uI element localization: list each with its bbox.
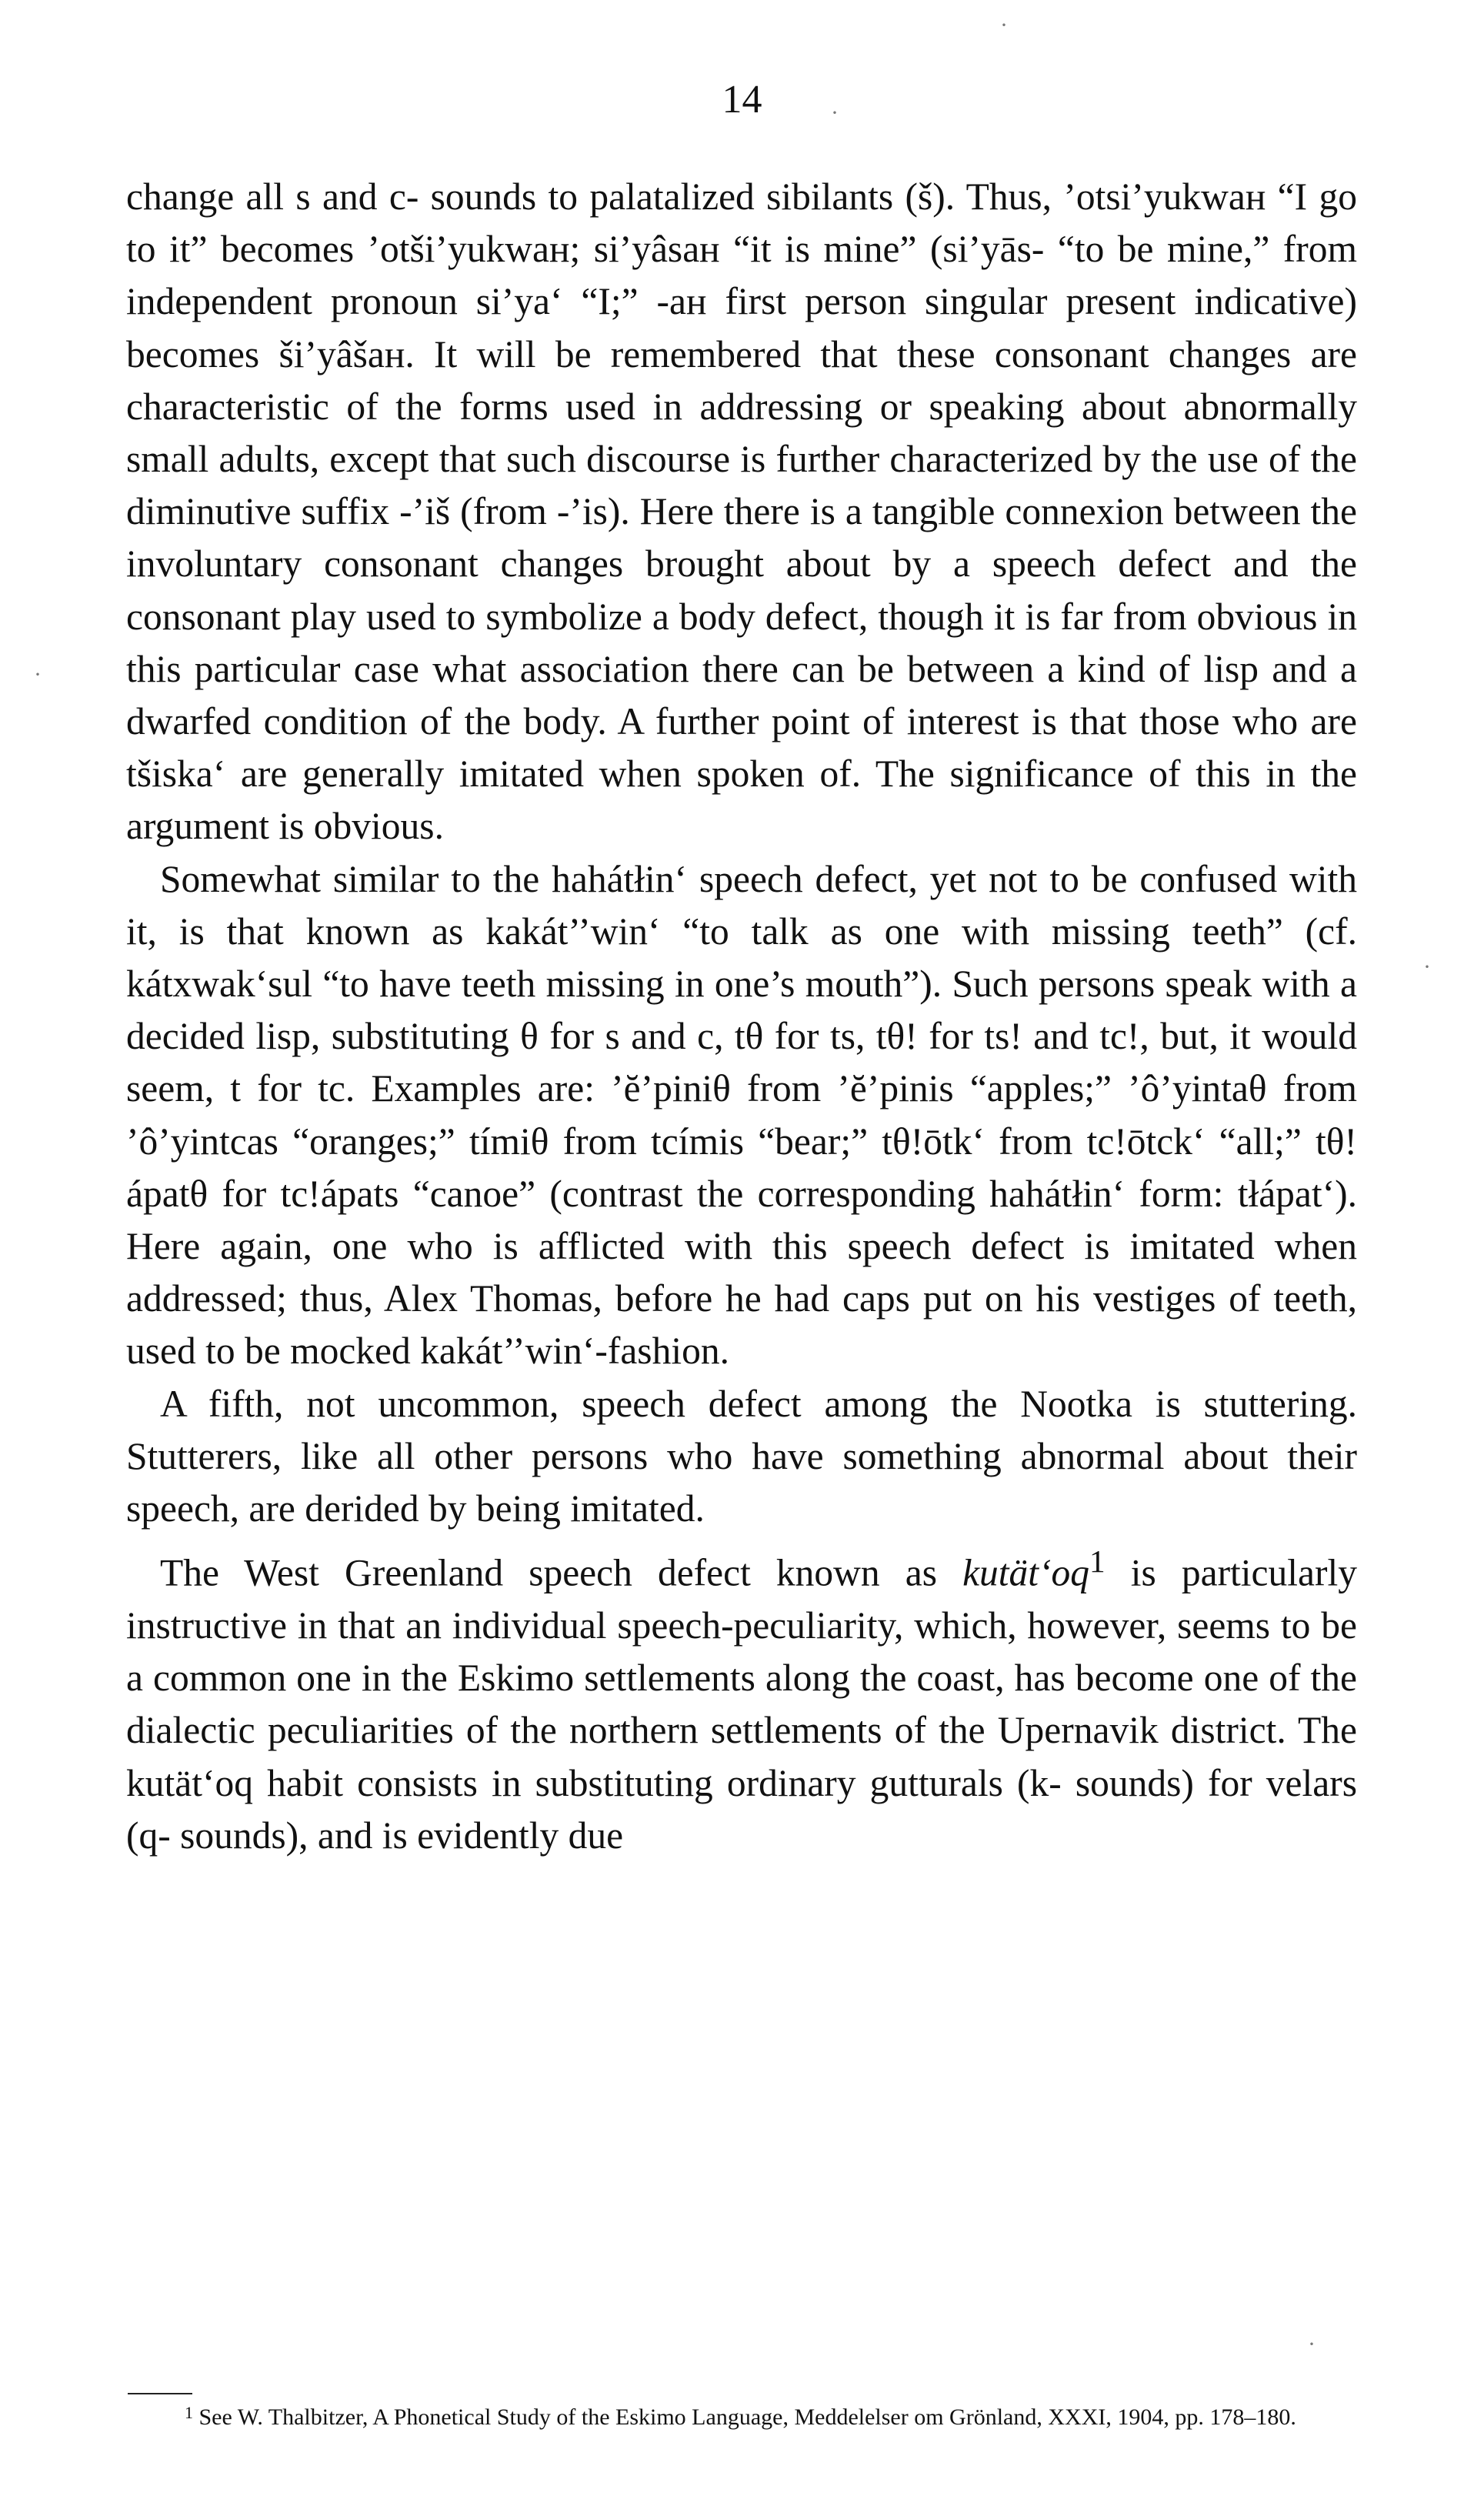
body-text: [126, 171, 1357, 1862]
paragraph-4-start: The West Greenland speech defect known as: [160, 1551, 963, 1594]
footnote-line: [126, 2399, 1357, 2431]
scan-speck: ·: [34, 662, 42, 687]
paragraph-4: [126, 1535, 1357, 1862]
paragraph-2: Somewhat similar to the hahátłin‘ speech defect, yet not to be confused with it, is that known as kakát’’win‘ “to talk as one with missing teeth” (cf. kátxwak‘sul “to have teeth missing in one’s mouth”). Such persons speak with a decided lisp, substituting θ for s and c, tθ for ts, tθ! for ts! and tc!, but, it would seem, t for tc. Examples are: ’ĕ’piniθ from ’ĕ’pinis “apples;” ’ô’yintaθ from ’ô’yintcas “oranges;” tímiθ from tcímis “bear;” tθ!ōtk‘ from tc!ōtck‘ “all;” tθ!ápatθ for tc!ápats “canoe” (contrast the corresponding hahátłin‘ form: tłápat‘). Here again, one who is afflicted with this speech defect is imitated when addressed; thus, Alex Thomas, before he had caps put on his vestiges of teeth, used to be mocked kakát’’win‘-fashion.: [126, 857, 1357, 1373]
term-kutatoq: kutät‘oq: [962, 1551, 1090, 1594]
scan-speck: ·: [831, 100, 839, 125]
footnote: [126, 2399, 1357, 2431]
scan-speck: ·: [1423, 954, 1431, 979]
paragraph-1: change all s and c- sounds to palatalized sibilants (š). Thus, ’otsi’yukwaн “I go to it” becomes ’otši’yukwaн; si’yâsaн “it is mine” (si’yās- “to be mine,” from independent pronoun si’ya‘ “I;” -aн first person singular present indicative) becomes ši’yâšaн. It will be remembered that these consonant changes are characteristic of the forms used in addressing or speaking about abnormally small adults, except that such discourse is further characterized by the use of the diminutive suffix -’iš (from -’is). Here there is a tangible connexion between the involuntary consonant changes brought about by a speech defect and the consonant play used to symbolize a body defect, though it is far from obvious in this particular case what association there can be between a kind of lisp and a dwarfed condition of the body. A further point of interest is that those who are tšiska‘ are generally imitated when spoken of. The significance of this in the argument is obvious.: [126, 175, 1357, 848]
paragraph-3: A fifth, not uncommon, speech defect among the Nootka is stuttering. Stutterers, like all other persons who have something abnormal about their speech, are derided by being imitated.: [126, 1382, 1357, 1530]
scan-speck: ·: [1000, 12, 1008, 38]
footnote-divider: [128, 2393, 192, 2394]
page-number: 14: [722, 78, 762, 122]
footnote-text: See W. Thalbitzer, A Phonetical Study of the Eskimo Language, Meddelelser om Grönland, XXXI, 1904, pp. 178–180.: [193, 2404, 1296, 2430]
scan-speck: ·: [1308, 2331, 1316, 2357]
paragraph-4-rest: is particularly instructive in that an individual speech-peculiarity, which, however, seems to be a common one in the Eskimo settlements along the coast, has become one of the dialectic peculiarities of the northern settlements of the Upernavik district. The kutät‘oq habit consists in substituting ordinary gutturals (k- sounds) for velars (q- sounds), and is evidently due: [126, 1551, 1357, 1857]
footnote-reference: 1: [1089, 1543, 1105, 1580]
footnote-marker: 1: [185, 2403, 193, 2422]
